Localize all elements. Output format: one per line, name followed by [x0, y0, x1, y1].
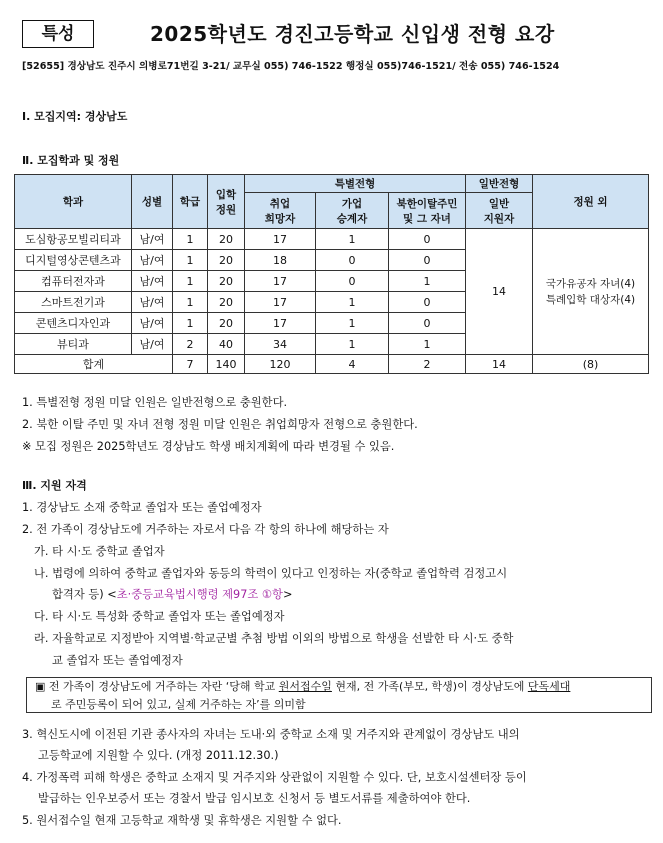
box-underline-household: 단독세대 — [527, 680, 571, 693]
header-quota-line2: 정원 — [215, 203, 237, 216]
cell-dept: 스마트전기과 — [15, 292, 132, 313]
cell-classes: 1 — [173, 271, 208, 292]
header-defector — [389, 193, 466, 229]
qual-item-5: 5. 원서접수일 현재 고등학교 재학생 및 휴학생은 지원할 수 없다. — [22, 814, 342, 827]
header-heir-line1: 가업 — [341, 197, 363, 210]
qual-sub-na-1: 나. 법령에 의하여 중학교 졸업자와 동등의 학력이 있다고 인정하는 자(중학교 졸업학력 검정고시 — [34, 567, 508, 580]
cell-general-merged: 14 — [466, 229, 533, 355]
cell-quota: 20 — [208, 271, 245, 292]
qual-sub-ga: 가. 타 시·도 중학교 졸업자 — [34, 545, 165, 558]
note-2: 2. 북한 이탈 주민 및 자녀 전형 정원 미달 인원은 취업희망자 전형으로 충원한다. — [22, 418, 418, 431]
cell-gender: 남/여 — [132, 229, 173, 250]
total-outside: (8) — [533, 355, 649, 374]
cell-quota: 40 — [208, 334, 245, 355]
cell-defector: 0 — [389, 292, 466, 313]
category-badge: 특성 — [22, 20, 94, 48]
cell-gender: 남/여 — [132, 271, 173, 292]
section2-title: Ⅱ. 모집학과 및 정원 — [22, 154, 120, 167]
header-general: 일반전형 — [466, 175, 533, 193]
cell-job: 17 — [245, 292, 316, 313]
cell-heir: 1 — [316, 292, 389, 313]
table-row — [15, 229, 649, 250]
cell-heir: 1 — [316, 313, 389, 334]
header-heir — [316, 193, 389, 229]
quota-table — [14, 174, 649, 374]
cell-defector: 0 — [389, 229, 466, 250]
header-general-sub — [466, 193, 533, 229]
note-3: ※ 모집 정원은 2025학년도 경상남도 학생 배치계획에 따라 변경될 수 있음. — [22, 440, 395, 453]
cell-defector: 1 — [389, 334, 466, 355]
cell-dept: 콘텐츠디자인과 — [15, 313, 132, 334]
cell-job: 17 — [245, 229, 316, 250]
cell-dept: 컴퓨터전자과 — [15, 271, 132, 292]
header-defector-line1: 북한이탈주민 — [396, 197, 458, 210]
sub-na-text: 합격자 등) < — [52, 588, 117, 601]
cell-gender: 남/여 — [132, 334, 173, 355]
section1-title: Ⅰ. 모집지역: 경상남도 — [22, 110, 128, 123]
cell-heir: 0 — [316, 271, 389, 292]
cell-heir: 1 — [316, 229, 389, 250]
total-label: 합계 — [15, 355, 173, 374]
qual-item-2: 2. 전 가족이 경상남도에 거주하는 자로서 다음 각 항의 하나에 해당하는 자 — [22, 523, 389, 536]
cell-heir: 1 — [316, 334, 389, 355]
cell-classes: 1 — [173, 250, 208, 271]
page-title: 2025학년도 경진고등학교 신입생 전형 요강 — [150, 22, 555, 46]
header-classes: 학급 — [173, 175, 208, 229]
cell-outside-merged — [533, 229, 649, 355]
cell-job: 17 — [245, 313, 316, 334]
total-classes: 7 — [173, 355, 208, 374]
total-general: 14 — [466, 355, 533, 374]
cell-defector: 1 — [389, 271, 466, 292]
cell-defector: 0 — [389, 313, 466, 334]
cell-classes: 1 — [173, 292, 208, 313]
cell-gender: 남/여 — [132, 313, 173, 334]
total-quota: 140 — [208, 355, 245, 374]
total-job: 120 — [245, 355, 316, 374]
section3-title: Ⅲ. 지원 자격 — [22, 479, 87, 492]
note-1: 1. 특별전형 정원 미달 인원은 일반전형으로 충원한다. — [22, 396, 288, 409]
qual-item-3-line2: 고등학교에 지원할 수 있다. (개정 2011.12.30.) — [38, 749, 279, 762]
total-row — [15, 355, 649, 374]
law-reference: 초·중등교육법시행령 제97조 ①항 — [116, 588, 283, 601]
cell-quota: 20 — [208, 250, 245, 271]
outside-line2: 특례입학 대상자(4) — [545, 293, 636, 306]
cell-job: 17 — [245, 271, 316, 292]
total-heir: 4 — [316, 355, 389, 374]
box-line-2: 로 주민등록이 되어 있고, 실제 거주하는 자’를 의미함 — [51, 698, 306, 711]
school-address: [52655] 경상남도 진주시 의병로71번길 3-21/ 교무실 055) 746-1522 행정실 055)746-1521/ 전송 055) 746-1524 — [22, 61, 560, 72]
header-defector-line2: 및 그 자녀 — [403, 212, 451, 225]
qual-sub-na-2 — [52, 586, 292, 602]
box-text-c: 현재, 전 가족(부모, 학생)이 경상남도에 — [331, 680, 528, 693]
residence-definition-box — [26, 677, 652, 713]
header-general-line1: 일반 — [488, 197, 510, 210]
header-job-line1: 취업 — [269, 197, 291, 210]
header-quota-line1: 입학 — [215, 188, 237, 201]
cell-classes: 2 — [173, 334, 208, 355]
cell-gender: 남/여 — [132, 292, 173, 313]
box-underline-date: 원서접수일 — [278, 680, 332, 693]
cell-dept: 디지털영상콘텐츠과 — [15, 250, 132, 271]
qual-sub-ra-1: 라. 자율학교로 지정받아 지역별·학교군별 추첨 방법 이외의 방법으로 학생을 선발한 타 시·도 중학 — [34, 632, 514, 645]
header-heir-line2: 승계자 — [336, 212, 368, 225]
header-outside: 정원 외 — [533, 175, 649, 229]
cell-classes: 1 — [173, 313, 208, 334]
header-special: 특별전형 — [245, 175, 466, 193]
header-dept: 학과 — [15, 175, 132, 229]
qual-sub-da: 다. 타 시·도 특성화 중학교 졸업자 또는 졸업예정자 — [34, 610, 285, 623]
cell-classes: 1 — [173, 229, 208, 250]
header-job — [245, 193, 316, 229]
cell-job: 18 — [245, 250, 316, 271]
qual-item-4-line2: 발급하는 인우보증서 또는 경찰서 발급 임시보호 신청서 등 별도서류를 제출하여야 한다. — [38, 792, 471, 805]
cell-job: 34 — [245, 334, 316, 355]
cell-gender: 남/여 — [132, 250, 173, 271]
qual-item-1: 1. 경상남도 소재 중학교 졸업자 또는 졸업예정자 — [22, 501, 262, 514]
cell-dept: 뷰티과 — [15, 334, 132, 355]
header-general-line2: 지원자 — [483, 212, 515, 225]
qual-sub-ra-2: 교 졸업자 또는 졸업예정자 — [52, 654, 183, 667]
cell-quota: 20 — [208, 292, 245, 313]
header-job-line2: 희망자 — [264, 212, 296, 225]
cell-quota: 20 — [208, 229, 245, 250]
qual-item-3-line1: 3. 혁신도시에 이전된 기관 종사자의 자녀는 도내·외 중학교 소재 및 거주지와 관계없이 경상남도 내의 — [22, 728, 520, 741]
cell-defector: 0 — [389, 250, 466, 271]
cell-heir: 0 — [316, 250, 389, 271]
header-quota — [208, 175, 245, 229]
box-text-a: ▣ 전 가족이 경상남도에 거주하는 자란 ‘당해 학교 — [35, 680, 279, 693]
cell-dept: 도심항공모빌리티과 — [15, 229, 132, 250]
total-defector: 2 — [389, 355, 466, 374]
qual-item-4-line1: 4. 가정폭력 피해 학생은 중학교 소재지 및 거주지와 상관없이 지원할 수 있다. 단, 보호시설센터장 등이 — [22, 771, 527, 784]
sub-na-close: > — [282, 588, 293, 601]
cell-quota: 20 — [208, 313, 245, 334]
header-gender: 성별 — [132, 175, 173, 229]
box-line-1 — [35, 678, 651, 696]
outside-line1: 국가유공자 자녀(4) — [545, 277, 636, 290]
